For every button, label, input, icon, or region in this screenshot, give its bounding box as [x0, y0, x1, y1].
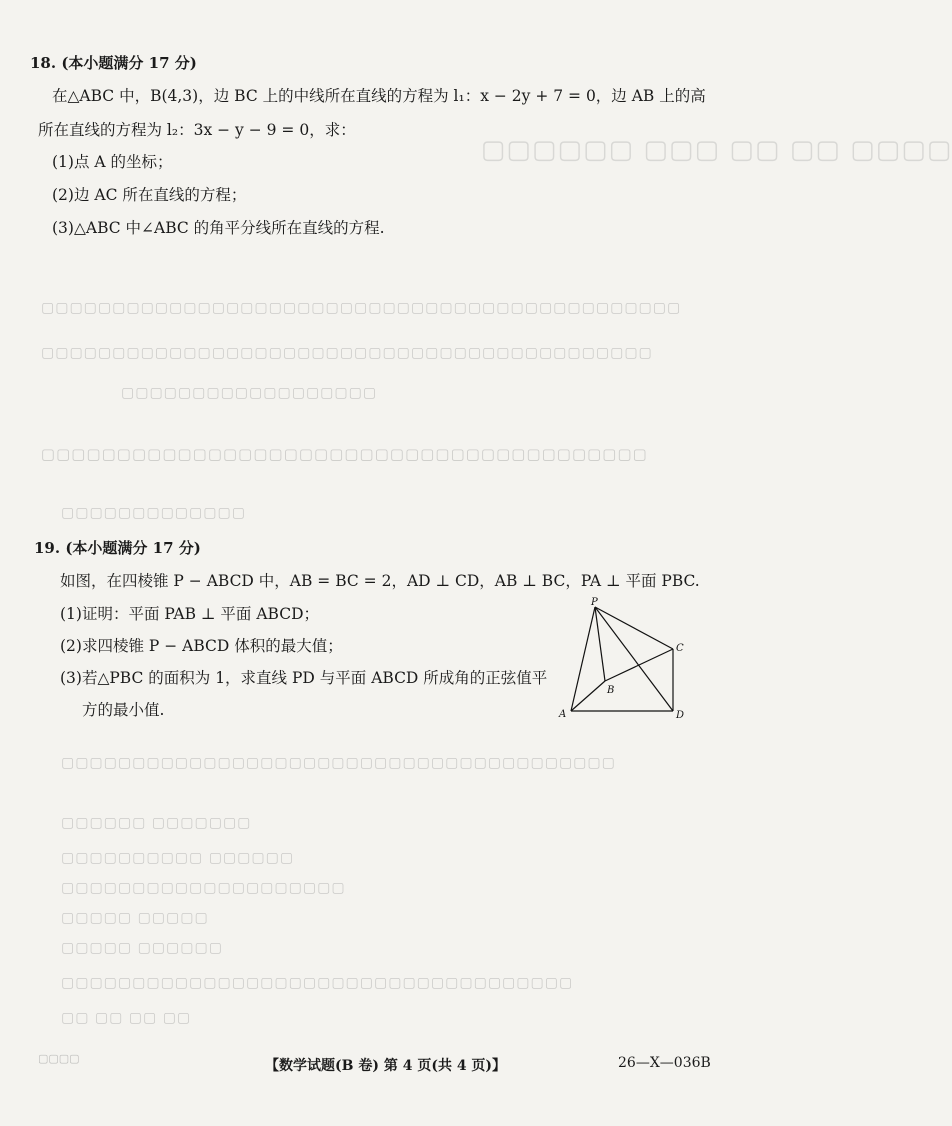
label-a: A — [559, 709, 567, 720]
q18-part1: (1)点 A 的坐标； — [52, 153, 173, 171]
q19-part2: (2)求四棱锥 P − ABCD 体积的最大值； — [60, 637, 343, 655]
show-through-text: ▢▢▢▢▢▢▢▢▢▢▢▢▢▢▢▢▢▢▢▢▢▢▢▢▢▢▢▢▢▢▢▢▢▢▢▢ — [60, 975, 573, 991]
show-through-text: ▢▢▢▢▢▢▢▢▢▢▢▢▢▢▢▢▢▢▢▢▢▢▢▢▢▢▢▢▢▢▢▢▢▢▢▢▢▢▢▢ — [40, 445, 647, 463]
show-through-text: ▢▢▢▢▢▢ ▢▢▢▢▢▢▢▢▢▢ — [60, 850, 294, 866]
footer-page-info: 【数学试题(B 卷) 第 4 页(共 4 页)】 — [265, 1058, 507, 1074]
show-through-text: ▢▢▢▢▢▢▢ ▢▢▢▢▢▢ — [60, 815, 251, 831]
show-through-text: ▢▢ ▢▢ ▢▢ ▢▢ — [60, 1010, 191, 1026]
show-through-text: ▢▢▢▢▢▢▢▢▢▢▢▢▢▢▢▢▢▢▢▢▢▢▢▢▢▢▢▢▢▢▢▢▢▢▢▢▢▢▢▢▢▢▢▢▢ — [40, 300, 681, 316]
q18-header: 18. (本小题满分 17 分) — [30, 54, 197, 72]
show-through-text: ▢▢▢▢▢▢▢▢▢▢▢▢▢▢▢▢▢▢▢▢ — [60, 880, 345, 896]
show-through-text: ▢▢▢▢▢▢ ▢▢▢▢▢ — [60, 940, 222, 956]
show-through-text: ▢▢▢▢▢▢▢▢▢▢▢▢▢ — [60, 505, 245, 521]
show-through-text: ▢▢▢▢▢▢▢▢▢▢▢▢▢▢▢▢▢▢▢▢▢▢▢▢▢▢▢▢▢▢▢▢▢▢▢▢▢▢▢ — [60, 755, 615, 771]
footer-faint-code: ▢▢▢▢ — [38, 1052, 80, 1065]
label-b: B — [607, 685, 615, 696]
q18-part2: (2)边 AC 所在直线的方程； — [52, 186, 247, 204]
edge-ab — [571, 681, 605, 711]
q19-part3-line1: (3)若△PBC 的面积为 1，求直线 PD 与平面 ABCD 所成角的正弦值平 — [60, 669, 548, 687]
q19-stem-line1: 如图，在四棱锥 P − ABCD 中，AB = BC = 2，AD ⊥ CD，AB ⊥ BC，PA ⊥ 平面 PBC. — [60, 572, 700, 590]
q19-part3-line2: 方的最小值. — [82, 701, 165, 719]
q18-part3: (3)△ABC 中∠ABC 的角平分线所在直线的方程. — [52, 219, 385, 237]
label-p: P — [591, 597, 598, 608]
show-through-text: ▢▢▢▢▢ ▢▢▢▢▢ — [60, 910, 208, 926]
pyramid-figure — [555, 595, 695, 725]
show-through-text: ▢▢▢▢ ▢▢ ▢▢ ▢▢▢ ▢▢▢▢▢▢ — [480, 135, 952, 165]
q19-part1: (1)证明：平面 PAB ⊥ 平面 ABCD； — [60, 605, 319, 623]
show-through-text: ▢▢▢▢▢▢▢▢▢▢▢▢▢▢▢▢▢▢▢▢▢▢▢▢▢▢▢▢▢▢▢▢▢▢▢▢▢▢▢▢▢▢▢ — [40, 345, 652, 361]
q18-stem-line1: 在△ABC 中，B(4,3)，边 BC 上的中线所在直线的方程为 l₁：x − 2y + 7 = 0，边 AB 上的高 — [52, 87, 706, 105]
label-c: C — [676, 643, 684, 654]
show-through-text: ▢▢▢▢▢▢▢▢▢▢▢▢▢▢▢▢▢▢ — [120, 385, 377, 401]
label-d: D — [676, 710, 685, 721]
q18-stem-line2: 所在直线的方程为 l₂：3x − y − 9 = 0，求： — [38, 121, 356, 139]
footer-exam-code: 26—X—036B — [618, 1055, 711, 1071]
edge-pa — [571, 607, 595, 711]
edge-pc — [595, 607, 673, 649]
q19-header: 19. (本小题满分 17 分) — [34, 539, 201, 557]
